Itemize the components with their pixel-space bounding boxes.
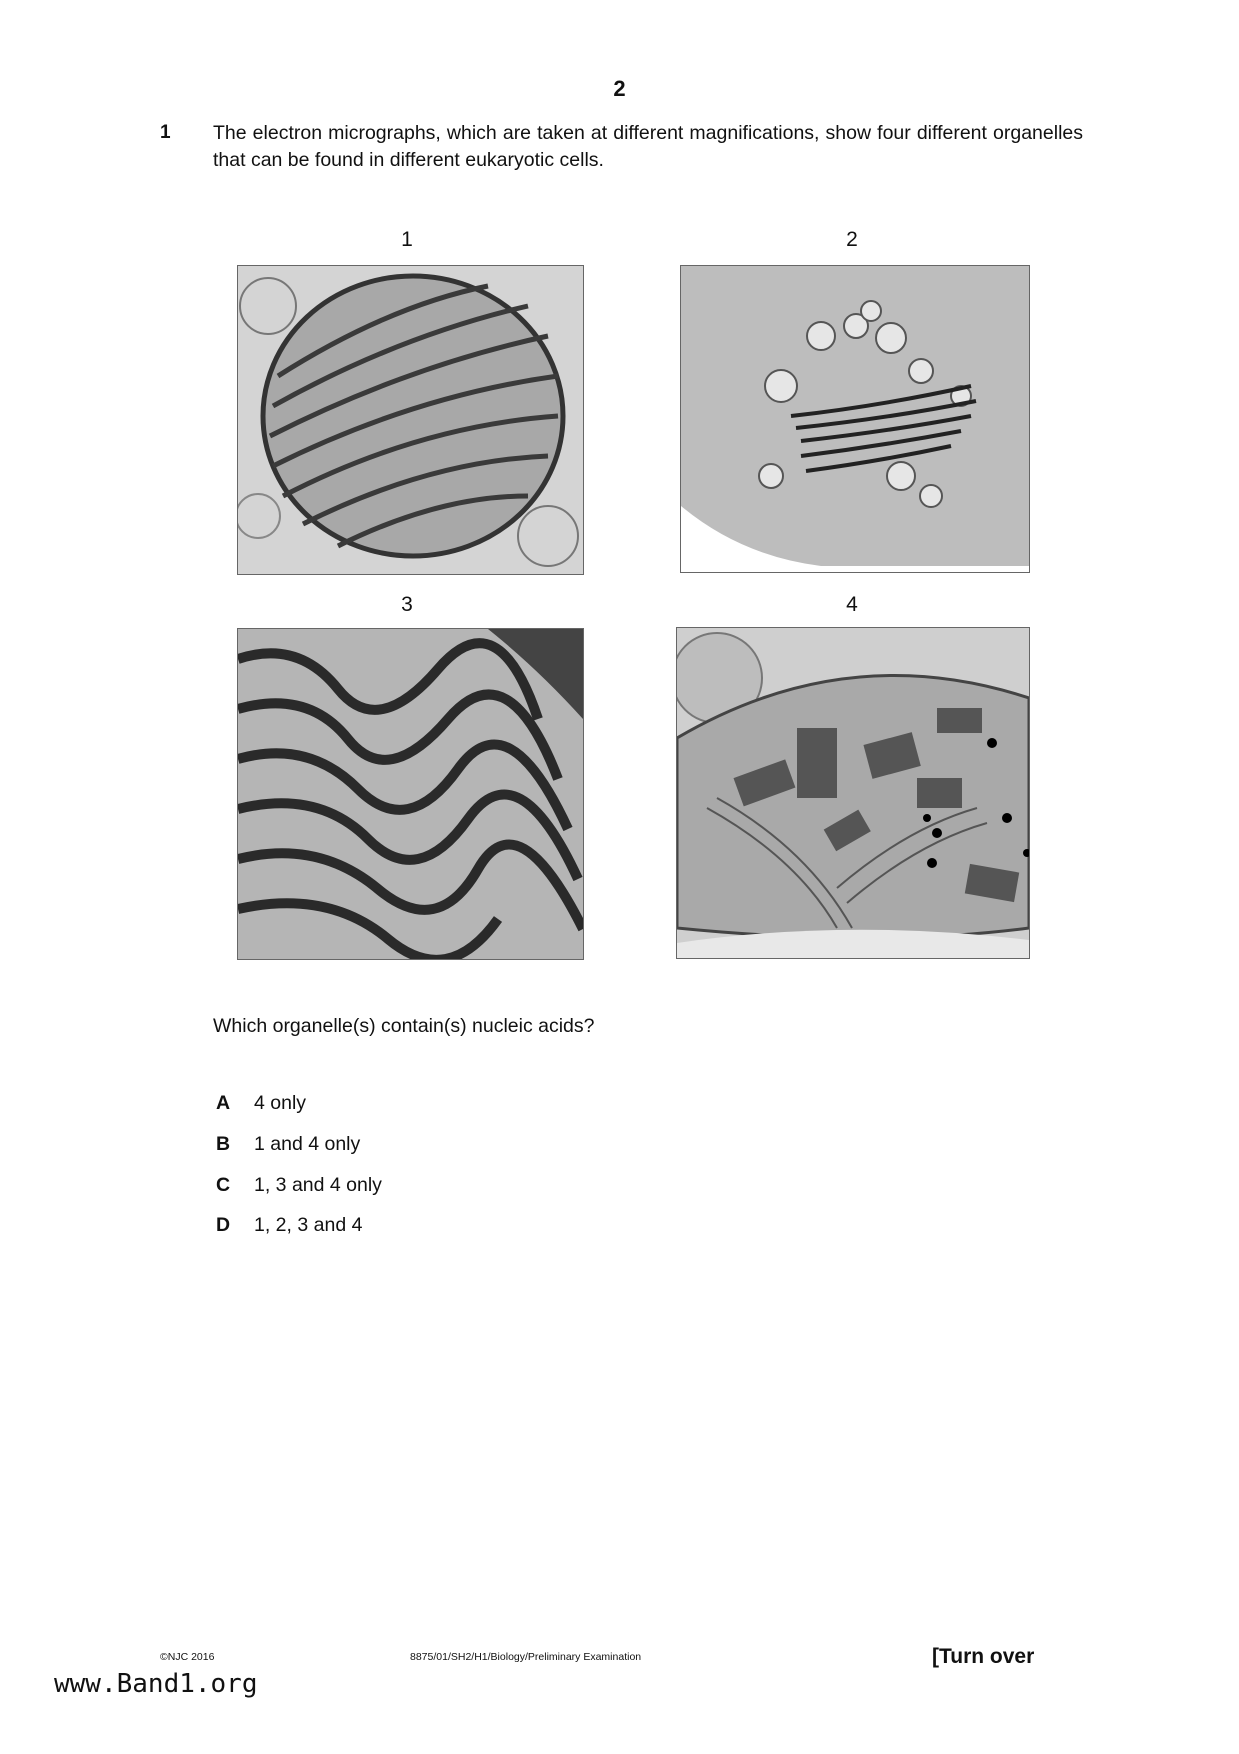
option-letter: A — [216, 1092, 231, 1114]
micrograph-golgi — [680, 265, 1030, 573]
option-letter: C — [216, 1174, 231, 1196]
turn-over-label: [Turn over — [932, 1645, 1035, 1668]
micrograph-label-4: 4 — [846, 593, 858, 616]
micrograph-label-1: 1 — [401, 228, 413, 251]
option-c[interactable] — [216, 1174, 382, 1197]
option-b[interactable] — [216, 1133, 360, 1156]
option-text: 1, 3 and 4 only — [254, 1174, 382, 1196]
option-letter: D — [216, 1214, 231, 1236]
micrograph-chloroplast — [676, 627, 1030, 959]
watermark: www.Band1.org — [54, 1669, 258, 1699]
footer-copyright: ©NJC 2016 — [160, 1651, 215, 1663]
question-text: The electron micrographs, which are taken at different magnifications, show four different organelles that can be found in different eukaryotic cells. — [213, 122, 1083, 171]
question-stem: Which organelle(s) contain(s) nucleic acids? — [213, 1015, 595, 1037]
option-text: 4 only — [254, 1092, 307, 1114]
footer-paper-code: 8875/01/SH2/H1/Biology/Preliminary Examination — [410, 1651, 642, 1663]
micrograph-label-3: 3 — [401, 593, 413, 616]
micrograph-label-2: 2 — [846, 228, 858, 251]
option-text: 1 and 4 only — [254, 1133, 361, 1155]
page-number: 2 — [613, 76, 626, 101]
option-d[interactable] — [216, 1214, 362, 1237]
option-text: 1, 2, 3 and 4 — [254, 1214, 363, 1236]
micrograph-rough-er — [237, 628, 584, 960]
option-letter: B — [216, 1133, 231, 1155]
micrograph-mitochondrion — [237, 265, 584, 575]
question-number: 1 — [160, 122, 171, 143]
option-a[interactable] — [216, 1092, 306, 1115]
